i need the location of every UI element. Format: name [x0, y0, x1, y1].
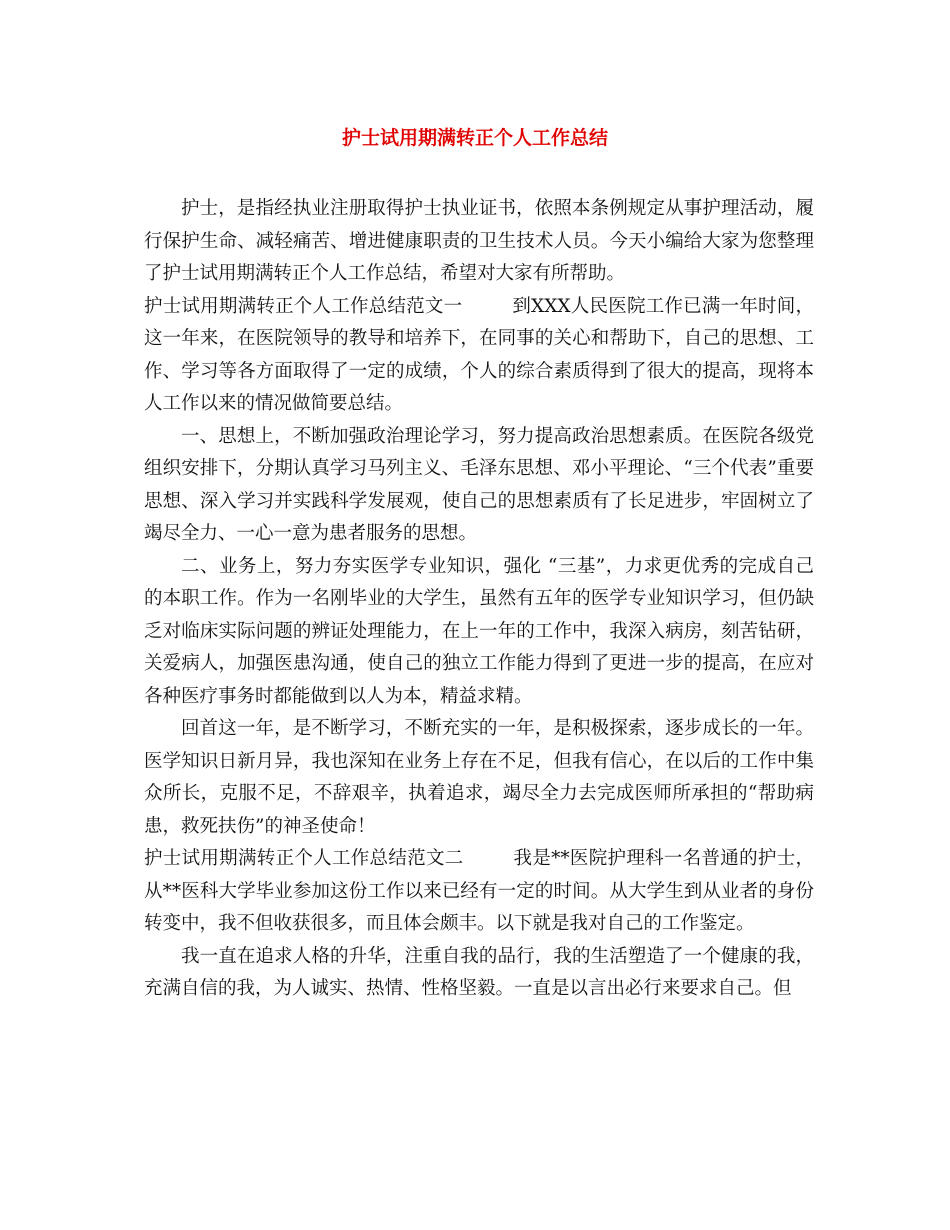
- document-body: [144, 193, 814, 1006]
- section2-lead: 我是**医院护理科一名普通的护士，从**医科大学毕业参加这份工作以来已经有一定的时间。从大学生到从业者的身份转变中，我不但收获很多，而且体会颇丰。以下就是我对自己的工作鉴定。: [144, 848, 814, 934]
- section1-paragraph-review: 回首这一年，是不断学习，不断充实的一年，是积极探索，逐步成长的一年。医学知识日新月异，我也深知在业务上存在不足，但我有信心，在以后的工作中集众所长，克服不足，不辞艰辛，执着追求，竭尽全力去完成医师所承担的“帮助病患，救死扶伤”的神圣使命！: [144, 718, 814, 837]
- section2-first-paragraph: [144, 843, 814, 941]
- section1-paragraph-business: 二、业务上，努力夯实医学专业知识，强化 “三基”，力求更优秀的完成自己的本职工作。作为一名刚毕业的大学生，虽然有五年的医学专业知识学习，但仍缺乏对临床实际问题的辨证处理能力，在上一年的工作中，我深入病房，刻苦钻研，关爱病人，加强医患沟通，使自己的独立工作能力得到了更进一步的提高，在应对各种医疗事务时都能做到以人为本，精益求精。: [144, 555, 814, 707]
- section2-paragraph-character: 我一直在追求人格的升华，注重自我的品行，我的生活塑造了一个健康的我，充满自信的我，为人诚实、热情、性格坚毅。一直是以言出必行来要求自己。但: [144, 945, 814, 999]
- intro-paragraph: 护士，是指经执业注册取得护士执业证书，依照本条例规定从事护理活动，履行保护生命、减轻痛苦、增进健康职责的卫生技术人员。今天小编给大家为您整理了护士试用期满转正个人工作总结，希望对大家有所帮助。: [144, 198, 814, 284]
- section1-lead: 到XXX人民医院工作已满一年时间，这一年来，在医院领导的教导和培养下，在同事的关心和帮助下，自己的思想、工作、学习等各方面取得了一定的成绩，个人的综合素质得到了很大的提高，现将本人工作以来的情况做简要总结。: [144, 295, 814, 414]
- section1-heading: 护士试用期满转正个人工作总结范文一: [144, 295, 463, 317]
- section2-heading: 护士试用期满转正个人工作总结范文二: [144, 848, 464, 869]
- section1-paragraph-thought: 一、思想上，不断加强政治理论学习，努力提高政治思想素质。在医院各级党组织安排下，分期认真学习马列主义、毛泽东思想、邓小平理论、“三个代表”重要思想、深入学习并实践科学发展观，使自己的思想素质有了长足进步，牢固树立了竭尽全力、一心一意为患者服务的思想。: [144, 425, 814, 544]
- document-title: 护士试用期满转正个人工作总结: [341, 127, 608, 149]
- section1-first-paragraph: [144, 291, 814, 421]
